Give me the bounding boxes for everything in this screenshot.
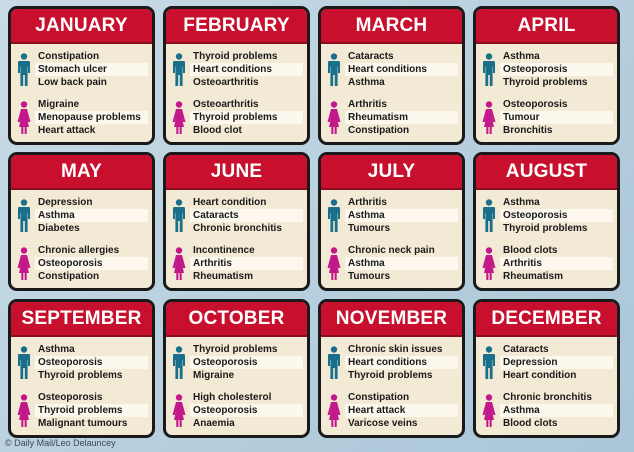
female-items (345, 98, 458, 137)
condition-item: Rheumatism (345, 111, 458, 124)
month-header (321, 155, 462, 190)
male-figure-icon (17, 346, 31, 379)
female-items (190, 244, 303, 283)
condition-item: Rheumatism (193, 271, 254, 282)
condition-item: Migraine (193, 370, 235, 381)
condition-item: Constipation (38, 271, 100, 282)
condition-item: Osteoporosis (190, 404, 303, 417)
month-card-september (8, 299, 155, 438)
condition-item: Arthritis (500, 257, 613, 270)
condition-item: Menopause problems (35, 111, 148, 124)
male-figure-icon (482, 199, 496, 232)
female-conditions-list (170, 391, 303, 430)
female-figure-icon (17, 247, 31, 280)
condition-item: Rheumatism (503, 271, 564, 282)
month-card-january (8, 6, 155, 145)
condition-item: Bronchitis (503, 125, 553, 136)
condition-item: Varicose veins (348, 418, 418, 429)
female-figure-icon (172, 394, 186, 427)
female-items (345, 391, 458, 430)
month-title: DECEMBER (491, 307, 602, 329)
condition-item: High cholesterol (193, 392, 272, 403)
month-header (321, 302, 462, 337)
male-figure-icon (172, 346, 186, 379)
condition-item: Tumours (348, 223, 391, 234)
month-title: JUNE (210, 160, 263, 182)
month-card-october (163, 299, 310, 438)
month-card-december (473, 299, 620, 438)
condition-item: Asthma (35, 209, 148, 222)
month-card-may (8, 152, 155, 291)
condition-item: Thyroid problems (35, 404, 148, 417)
male-figure-icon (172, 199, 186, 232)
month-card-july (318, 152, 465, 291)
male-items (345, 196, 458, 235)
month-title: OCTOBER (188, 307, 285, 329)
condition-item: Tumour (500, 111, 613, 124)
condition-item: Arthritis (190, 257, 303, 270)
female-figure-icon (482, 247, 496, 280)
male-items (190, 50, 303, 89)
male-figure-icon (172, 53, 186, 86)
condition-item: Asthma (503, 197, 540, 208)
female-conditions-list (325, 391, 458, 430)
month-title: SEPTEMBER (21, 307, 142, 329)
condition-item: Osteoporosis (38, 392, 103, 403)
month-title: JULY (367, 160, 416, 182)
male-figure-icon (327, 346, 341, 379)
female-figure-icon (482, 394, 496, 427)
month-card-november (318, 299, 465, 438)
female-figure-icon (482, 101, 496, 134)
month-card-april (473, 6, 620, 145)
month-header (476, 155, 617, 190)
female-items (190, 391, 303, 430)
female-figure-icon (17, 394, 31, 427)
male-conditions-list (15, 196, 148, 235)
condition-item: Thyroid problems (348, 370, 433, 381)
female-items (35, 391, 148, 430)
month-header (476, 9, 617, 44)
month-header (11, 9, 152, 44)
condition-item: Thyroid problems (38, 370, 123, 381)
condition-item: Heart conditions (345, 356, 458, 369)
female-conditions-list (480, 391, 613, 430)
month-card-march (318, 6, 465, 145)
month-header (166, 9, 307, 44)
male-items (190, 196, 303, 235)
condition-item: Chronic neck pain (348, 245, 435, 256)
female-items (190, 98, 303, 137)
condition-item: Osteoporosis (500, 209, 613, 222)
male-conditions-list (480, 196, 613, 235)
condition-item: Heart attack (345, 404, 458, 417)
female-figure-icon (17, 101, 31, 134)
condition-item: Asthma (345, 209, 458, 222)
month-title: MAY (60, 160, 103, 182)
male-items (345, 343, 458, 382)
condition-item: Blood clot (193, 125, 242, 136)
condition-item: Depression (500, 356, 613, 369)
condition-item: Cataracts (503, 344, 549, 355)
condition-item: Osteoporosis (35, 257, 148, 270)
condition-item: Heart attack (38, 125, 96, 136)
month-card-august (473, 152, 620, 291)
month-title: FEBRUARY (183, 14, 290, 36)
male-items (35, 50, 148, 89)
condition-item: Chronic allergies (38, 245, 120, 256)
male-conditions-list (325, 196, 458, 235)
condition-item: Osteoarthritis (193, 99, 259, 110)
condition-item: Heart conditions (345, 63, 458, 76)
male-figure-icon (327, 199, 341, 232)
month-header (11, 302, 152, 337)
condition-item: Constipation (348, 392, 410, 403)
month-title: APRIL (517, 14, 576, 36)
male-items (500, 50, 613, 89)
condition-item: Osteoarthritis (193, 77, 259, 88)
image-credit: © Daily Mail/Leo Delauncey (5, 438, 116, 448)
male-items (35, 343, 148, 382)
male-items (190, 343, 303, 382)
male-conditions-list (480, 50, 613, 89)
condition-item: Arthritis (348, 99, 387, 110)
male-conditions-list (15, 343, 148, 382)
male-figure-icon (327, 53, 341, 86)
male-conditions-list (480, 343, 613, 382)
condition-item: Heart conditions (190, 63, 303, 76)
condition-item: Asthma (38, 344, 75, 355)
male-figure-icon (17, 199, 31, 232)
month-card-february (163, 6, 310, 145)
condition-item: Constipation (38, 51, 100, 62)
male-conditions-list (170, 343, 303, 382)
month-card-june (163, 152, 310, 291)
female-items (35, 244, 148, 283)
female-conditions-list (480, 244, 613, 283)
month-title: NOVEMBER (335, 307, 448, 329)
male-figure-icon (17, 53, 31, 86)
condition-item: Osteoporosis (500, 63, 613, 76)
condition-item: Cataracts (348, 51, 394, 62)
condition-item: Low back pain (38, 77, 107, 88)
condition-item: Thyroid problems (193, 51, 278, 62)
condition-item: Chronic bronchitis (503, 392, 592, 403)
condition-item: Osteoporosis (190, 356, 303, 369)
female-conditions-list (15, 391, 148, 430)
condition-item: Stomach ulcer (35, 63, 148, 76)
male-items (500, 343, 613, 382)
condition-item: Arthritis (348, 197, 387, 208)
condition-item: Thyroid problems (193, 344, 278, 355)
condition-item: Incontinence (193, 245, 255, 256)
female-figure-icon (327, 394, 341, 427)
female-conditions-list (325, 98, 458, 137)
condition-item: Diabetes (38, 223, 80, 234)
male-items (345, 50, 458, 89)
female-conditions-list (15, 98, 148, 137)
condition-item: Thyroid problems (503, 223, 588, 234)
condition-item: Asthma (503, 51, 540, 62)
male-items (500, 196, 613, 235)
month-title: MARCH (355, 14, 428, 36)
condition-item: Blood clots (503, 418, 558, 429)
condition-item: Asthma (500, 404, 613, 417)
female-items (35, 98, 148, 137)
male-conditions-list (325, 343, 458, 382)
condition-item: Tumours (348, 271, 391, 282)
month-header (321, 9, 462, 44)
female-figure-icon (172, 247, 186, 280)
condition-item: Malignant tumours (38, 418, 128, 429)
condition-item: Depression (38, 197, 93, 208)
condition-item: Osteoporosis (503, 99, 568, 110)
male-figure-icon (482, 53, 496, 86)
condition-item: Chronic bronchitis (193, 223, 282, 234)
female-items (345, 244, 458, 283)
female-conditions-list (170, 244, 303, 283)
female-items (500, 98, 613, 137)
month-header (166, 302, 307, 337)
female-conditions-list (325, 244, 458, 283)
condition-item: Cataracts (190, 209, 303, 222)
condition-item: Constipation (348, 125, 410, 136)
condition-item: Thyroid problems (503, 77, 588, 88)
condition-item: Thyroid problems (190, 111, 303, 124)
condition-item: Anaemia (193, 418, 235, 429)
month-title: AUGUST (505, 160, 588, 182)
condition-item: Blood clots (503, 245, 558, 256)
condition-item: Heart condition (503, 370, 577, 381)
male-conditions-list (15, 50, 148, 89)
female-figure-icon (327, 247, 341, 280)
male-items (35, 196, 148, 235)
condition-item: Migraine (38, 99, 80, 110)
female-figure-icon (327, 101, 341, 134)
male-conditions-list (325, 50, 458, 89)
condition-item: Osteoporosis (35, 356, 148, 369)
condition-item: Chronic skin issues (348, 344, 443, 355)
female-items (500, 391, 613, 430)
female-conditions-list (15, 244, 148, 283)
condition-item: Heart condition (193, 197, 267, 208)
male-conditions-list (170, 196, 303, 235)
condition-item: Asthma (345, 257, 458, 270)
condition-item: Asthma (348, 77, 385, 88)
male-figure-icon (482, 346, 496, 379)
month-header (11, 155, 152, 190)
male-conditions-list (170, 50, 303, 89)
month-header (166, 155, 307, 190)
female-items (500, 244, 613, 283)
female-figure-icon (172, 101, 186, 134)
month-title: JANUARY (35, 14, 128, 36)
female-conditions-list (480, 98, 613, 137)
month-header (476, 302, 617, 337)
female-conditions-list (170, 98, 303, 137)
